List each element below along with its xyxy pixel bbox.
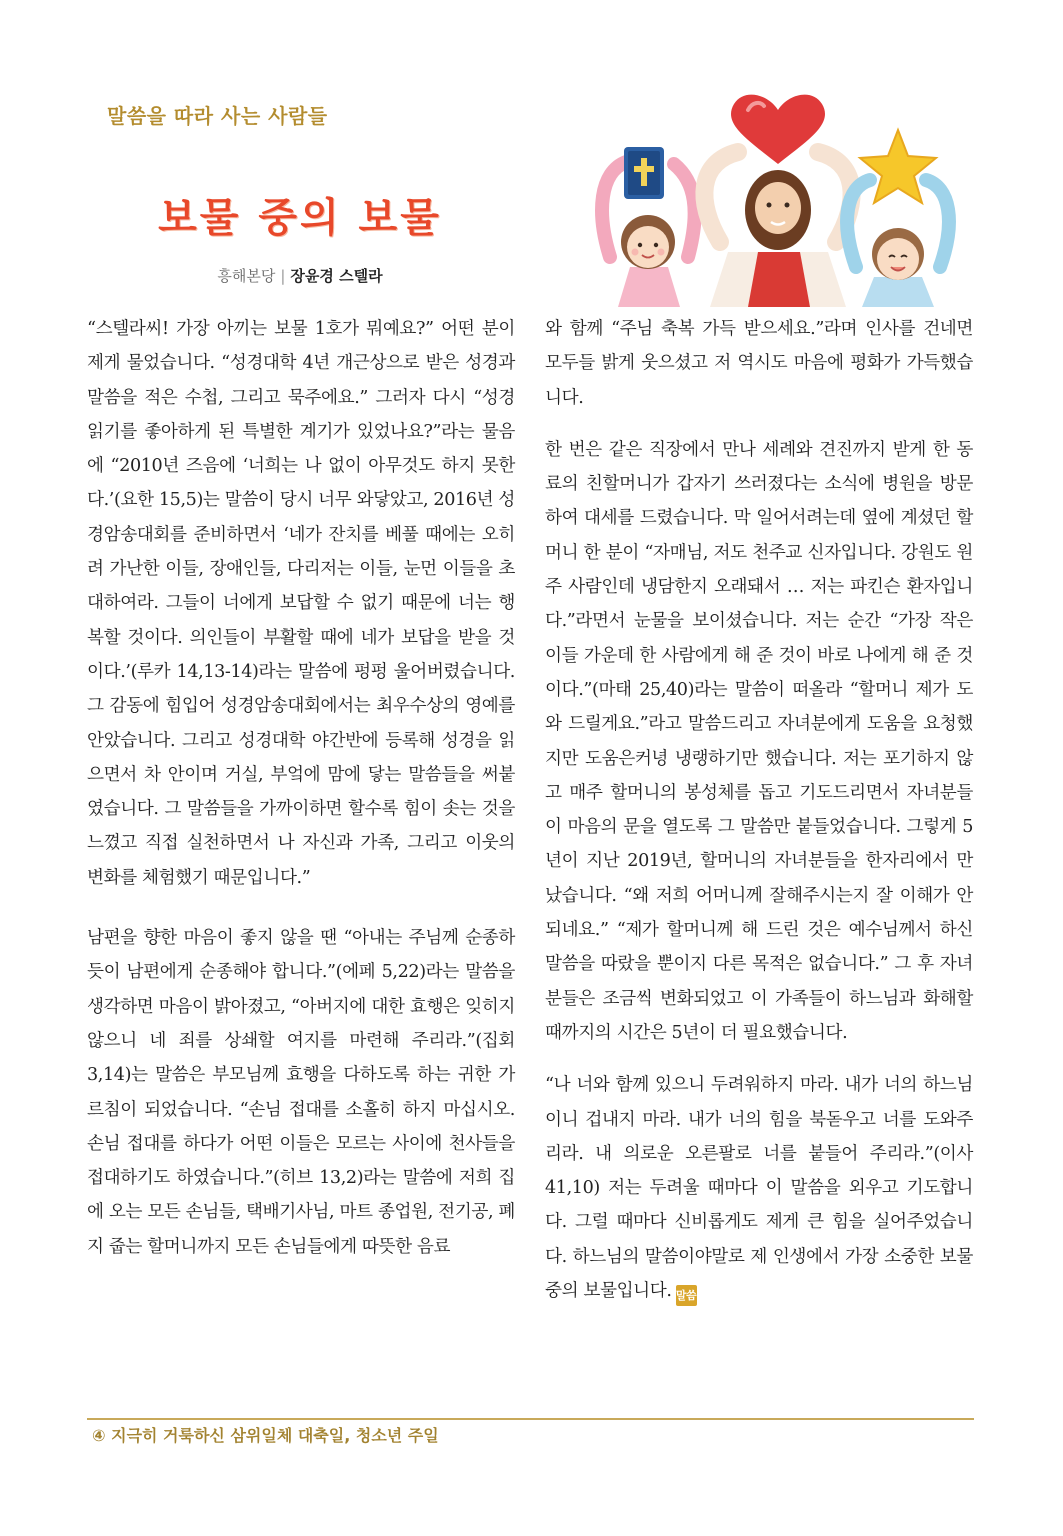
end-mark-icon: 말씀	[676, 1285, 697, 1306]
star-icon	[860, 130, 936, 203]
paragraph-final	[545, 1068, 973, 1308]
section-title: 말씀을 따라 사는 사람들	[107, 104, 328, 128]
footer-divider	[87, 1418, 974, 1420]
byline-separator: |	[280, 267, 286, 285]
author-name: 장윤경 스텔라	[290, 267, 383, 285]
bible-icon	[624, 147, 664, 199]
paragraph: 남편을 향한 마음이 좋지 않을 땐 “아내는 주님께 순종하듯이 남편에게 순종해야 합니다.”(에페 5,22)라는 말씀을 생각하면 마음이 밝아졌고, “아버지에 대한 효행은 잊히지 않으니 네 죄를 상쇄할 여지를 마련해 주리라.”(집회 3,14)는 말씀은 부모님께 효행을 다하도록 하는 귀한 가르침이 되었습니다. “손님 접대를 소홀히 하지 마십시오. 손님 접대를 하다가 어떤 이들은 모르는 사이에 천사들을 접대하기도 하였습니다.”(히브 13,2)라는 말씀에 저희 집에 오는 모든 손님들, 택배기사님, 마트 종업원, 전기공, 폐지 줍는 할머니까지 모든 손님들에게 따뜻한 음료	[87, 928, 515, 1257]
paragraph-text: “나 너와 함께 있으니 두려워하지 마라. 내가 너의 하느님이니 겁내지 마라. 내가 너의 힘을 북돋우고 너를 도와주리라. 내 의로운 오른팔로 너를 붙들어 주리라.”(이사 41,10) 저는 두려울 때마다 이 말씀을 외우고 기도합니다. 그럴 때마다 신비롭게도 제게 큰 힘을 실어주었습니다. 하느님의 말씀이야말로 제 인생에서 가장 소중한 보물 중의 보물입니다.	[545, 1075, 973, 1302]
illustration	[588, 92, 968, 307]
jesus-figure	[704, 152, 851, 307]
page-title: 보물 중의 보물	[158, 195, 442, 241]
parish-name: 흥해본당	[217, 267, 276, 285]
footer-text: ④ 지극히 거룩하신 삼위일체 대축일, 청소년 주일	[92, 1426, 439, 1445]
paragraph: 한 번은 같은 직장에서 만나 세례와 견진까지 받게 한 동료의 친할머니가 갑자기 쓰러졌다는 소식에 병원을 방문하여 대세를 드렸습니다. 막 일어서려는데 옆에 계셨던 할머니 한 분이 “자매님, 저도 천주교 신자입니다. 강원도 원주 사람인데 냉담한지 오래돼서 … 저는 파킨슨 환자입니다.”라면서 눈물을 보이셨습니다. 저는 순간 “가장 작은 이들 가운데 한 사람에게 해 준 것이 바로 나에게 해 준 것이다.”(마태 25,40)라는 말씀이 떠올라 “할머니 제가 도와 드릴게요.”라고 말씀드리고 자녀분에게 도움을 요청했지만 도움은커녕 냉랭하기만 했습니다. 저는 포기하지 않고 매주 할머니의 봉성체를 돕고 기도드리면서 자녀분들이 마음의 문을 열도록 그 말씀만 붙들었습니다. 그렇게 5년이 지난 2019년, 할머니의 자녀분들을 한자리에서 만났습니다. “왜 저희 어머니께 잘해주시는지 잘 이해가 안 되네요.” “제가 할머니께 해 드린 것은 예수님께서 하신 말씀을 따랐을 뿐이지 다른 목적은 없습니다.” 그 후 자녀분들은 조금씩 변화되었고 이 가족들이 하느님과 화해할 때까지의 시간은 5년이 더 필요했습니다.	[545, 439, 973, 1043]
paragraph: “스텔라씨! 가장 아끼는 보물 1호가 뭐예요?” 어떤 분이 제게 물었습니다. “성경대학 4년 개근상으로 받은 성경과 말씀을 적은 수첩, 그리고 묵주에요.” 그러자 다시 “성경읽기를 좋아하게 된 특별한 계기가 있었나요?”라는 물음에 “2010년 즈음에 ‘너희는 나 없이 아무것도 하지 못한다.’(요한 15,5)는 말씀이 당시 너무 와닿았고, 2016년 성경암송대회를 준비하면서 ‘네가 잔치를 베풀 때에는 오히려 가난한 이들, 장애인들, 다리저는 이들, 눈먼 이들을 초대하여라. 그들이 너에게 보답할 수 없기 때문에 너는 행복할 것이다. 의인들이 부활할 때에 네가 보답을 받을 것이다.’(루카 14,13-14)라는 말씀에 펑펑 울어버렸습니다. 그 감동에 힘입어 성경암송대회에서는 최우수상의 영예를 안았습니다. 그리고 성경대학 야간반에 등록해 성경을 읽으면서 차 안이며 거실, 부엌에 맘에 닿는 말씀들을 써붙였습니다. 그 말씀들을 가까이하면 할수록 힘이 솟는 것을 느꼈고 직접 실천하면서 나 자신과 가족, 그리고 이웃의 변화를 체험했기 때문입니다.”	[87, 319, 515, 888]
article-column-right	[545, 312, 973, 1308]
boy-figure	[847, 180, 949, 307]
paragraph: 와 함께 “주님 축복 가득 받으세요.”라며 인사를 건네면 모두들 밝게 웃으셨고 저 역시도 마음에 평화가 가득했습니다.	[545, 319, 973, 408]
article-column-left	[87, 312, 515, 1264]
byline	[150, 265, 450, 286]
